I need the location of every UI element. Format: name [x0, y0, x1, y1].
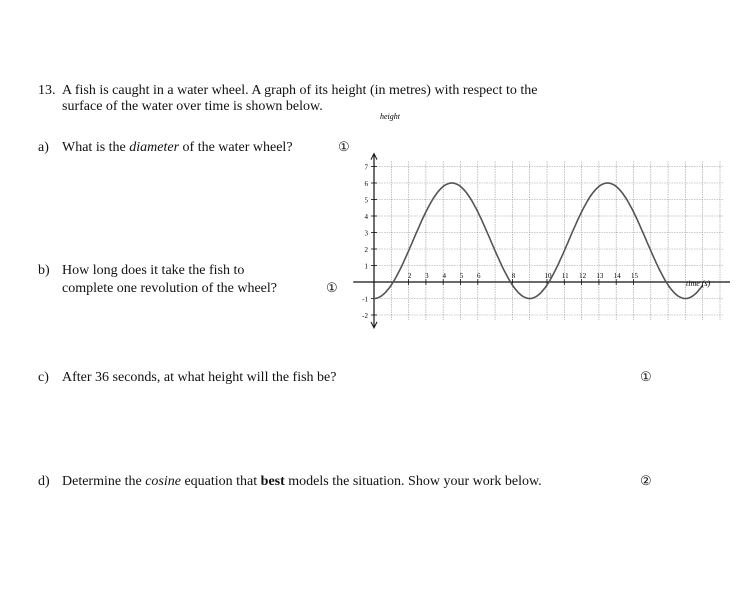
- x-tick-label: 4: [442, 272, 446, 280]
- x-tick-label: 12: [579, 272, 587, 280]
- y-tick-label: 5: [364, 196, 368, 205]
- y-tick-label: 4: [364, 213, 368, 221]
- x-tick-label: 2: [407, 272, 412, 280]
- x-tick-label: 15: [631, 272, 638, 280]
- part-a-mark: ①: [338, 139, 350, 154]
- y-tick-label: 2: [364, 246, 368, 254]
- x-tick-label: 8: [511, 272, 516, 280]
- y-tick-label: -1: [362, 295, 368, 304]
- y-tick-label: 1: [364, 262, 368, 271]
- tick-labels: [362, 164, 638, 321]
- x-tick-label: 11: [561, 272, 569, 280]
- part-b-label: b): [38, 263, 50, 278]
- part-b-mark: ①: [326, 280, 338, 295]
- part-c-mark: ①: [640, 369, 652, 384]
- part-b-line-2: complete one revolution of the wheel?: [62, 281, 277, 296]
- part-d-text: Determine the cosine equation that best models the situation. Show your work below.: [62, 474, 542, 489]
- y-tick-label: 7: [364, 163, 368, 172]
- height-curve: [374, 183, 703, 299]
- x-tick-label: 3: [425, 272, 429, 280]
- part-a-text: What is the diameter of the water wheel?: [62, 140, 293, 155]
- part-d-label: d): [38, 474, 50, 489]
- y-tick-label: 6: [364, 180, 368, 188]
- grid: [374, 162, 730, 320]
- part-c-text: After 36 seconds, at what height will the fish be?: [62, 370, 337, 385]
- part-b-line-1: How long does it take the fish to: [62, 263, 245, 278]
- x-tick-label: 10: [544, 272, 552, 280]
- question-number: 13.: [38, 83, 56, 98]
- axes: [353, 154, 730, 328]
- y-axis-label: height: [380, 112, 400, 121]
- part-a-label: a): [38, 140, 49, 155]
- part-d-mark: ②: [640, 473, 652, 488]
- part-c-label: c): [38, 370, 49, 385]
- x-tick-label: 5: [459, 272, 464, 280]
- x-tick-label: 13: [596, 272, 604, 280]
- height-time-graph: [330, 110, 730, 340]
- x-tick-label: 6: [477, 272, 481, 280]
- x-axis-label: time (s): [686, 279, 711, 288]
- x-tick-label: 14: [613, 272, 621, 280]
- question-line-1: A fish is caught in a water wheel. A graph of its height (in metres) with respect to the: [62, 83, 538, 98]
- y-tick-label: -2: [362, 312, 368, 320]
- question-line-2: surface of the water over time is shown below.: [62, 99, 323, 114]
- y-tick-label: 3: [364, 229, 368, 238]
